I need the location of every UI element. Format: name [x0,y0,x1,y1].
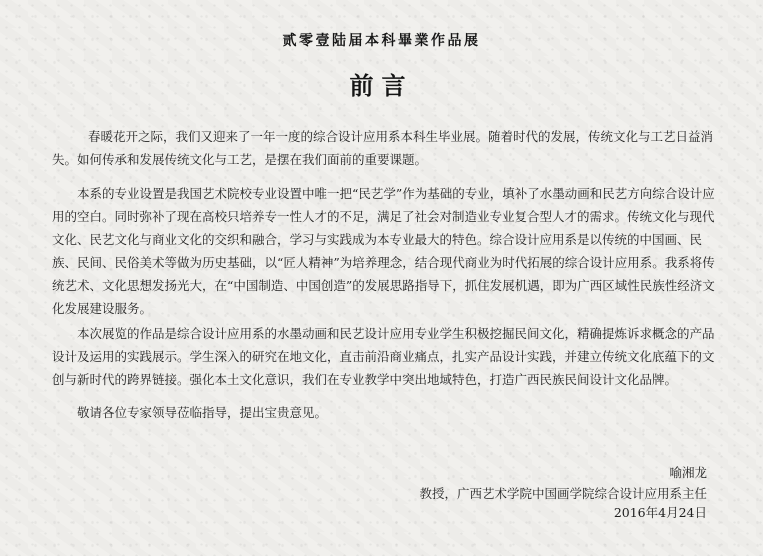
signature-date: 2016年4月24日 [613,505,707,520]
paragraph-department: 本系的专业设置是我国艺术院校专业设置中唯一把“民艺学”作为基础的专业，填补了水墨动画和民艺方向综合设计应用的空白。同时弥补了现在高校只培养专一性人才的不足，满足了社会对制造业专业复合型人才的需求。传统文化与现代文化、民艺文化与商业文化的交织和融合，学习与实践成为本专业最大的特色。综合设计应用系是以传统的中国画、民族、民间、民俗美术等做为历史基础，以“匠人精神”为培养理念，结合现代商业为时代拓展的综合设计应用系。我系将传统艺术、文化思想发扬光大，在“中国制造、中国创造”的发展思路指导下，抓住发展机遇，即为广西区域性民族性经济文化发展建设服务。 [52,186,715,316]
paragraph-intro: 春暖花开之际，我们又迎来了一年一度的综合设计应用系本科生毕业展。随着时代的发展，传统文化与工艺日益消失。如何传承和发展传统文化与工艺，是摆在我们面前的重要课题。 [52,129,714,167]
signature-name: 喻湘龙 [669,465,707,480]
paragraph-exhibition: 本次展览的作品是综合设计应用系的水墨动画和民艺设计应用专业学生积极挖掘民间文化，精确提炼诉求概念的产品设计及运用的实践展示。学生深入的研究在地文化，直击前沿商业痛点，扎实产品设计实践，并建立传统文化底蕴下的文创与新时代的跨界链接。强化本土文化意识，我们在专业教学中突出地域特色，打造广西民族民间设计文化品牌。 [52,326,715,387]
paragraph-invitation: 敬请各位专家领导莅临指导，提出宝贵意见。 [77,405,328,420]
signature-position: 教授，广西艺术学院中国画学院综合设计应用系主任 [419,486,707,501]
page-title: 前言 [349,71,414,100]
exhibition-title: 贰零壹陆届本科畢業作品展 [282,33,481,49]
